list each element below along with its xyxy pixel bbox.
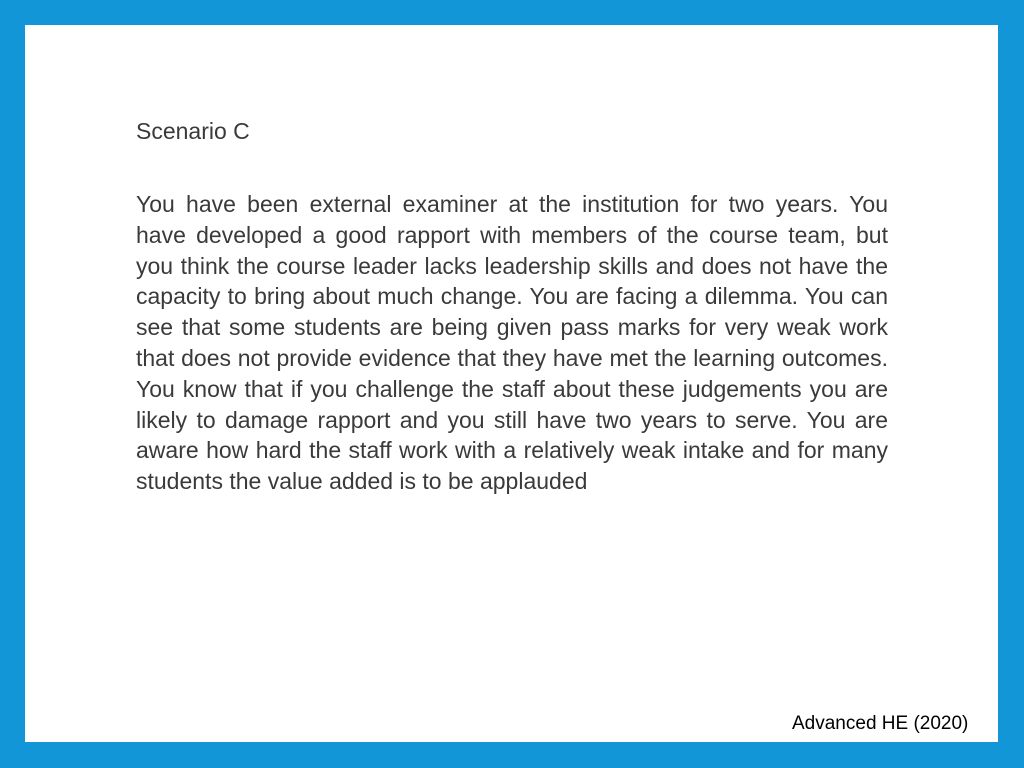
scenario-text: You have been external examiner at the institution for two years. You have developed a good rapport with members of the course team, but you think the course leader lacks leadership skills and does not have the capacity to bring about much change. You are facing a dilemma. You can see that some students are being given pass marks for very weak work that does not provide evidence that they have met the learning outcomes. You know that if you challenge the staff about these judgements you are likely to damage rapport and you still have two years to serve. You are aware how hard the staff work with a relatively weak intake and for many students the value added is to be applauded: [136, 191, 888, 495]
slide-title: Scenario C: [136, 118, 250, 144]
footer-credit: Advanced HE (2020): [792, 713, 969, 734]
